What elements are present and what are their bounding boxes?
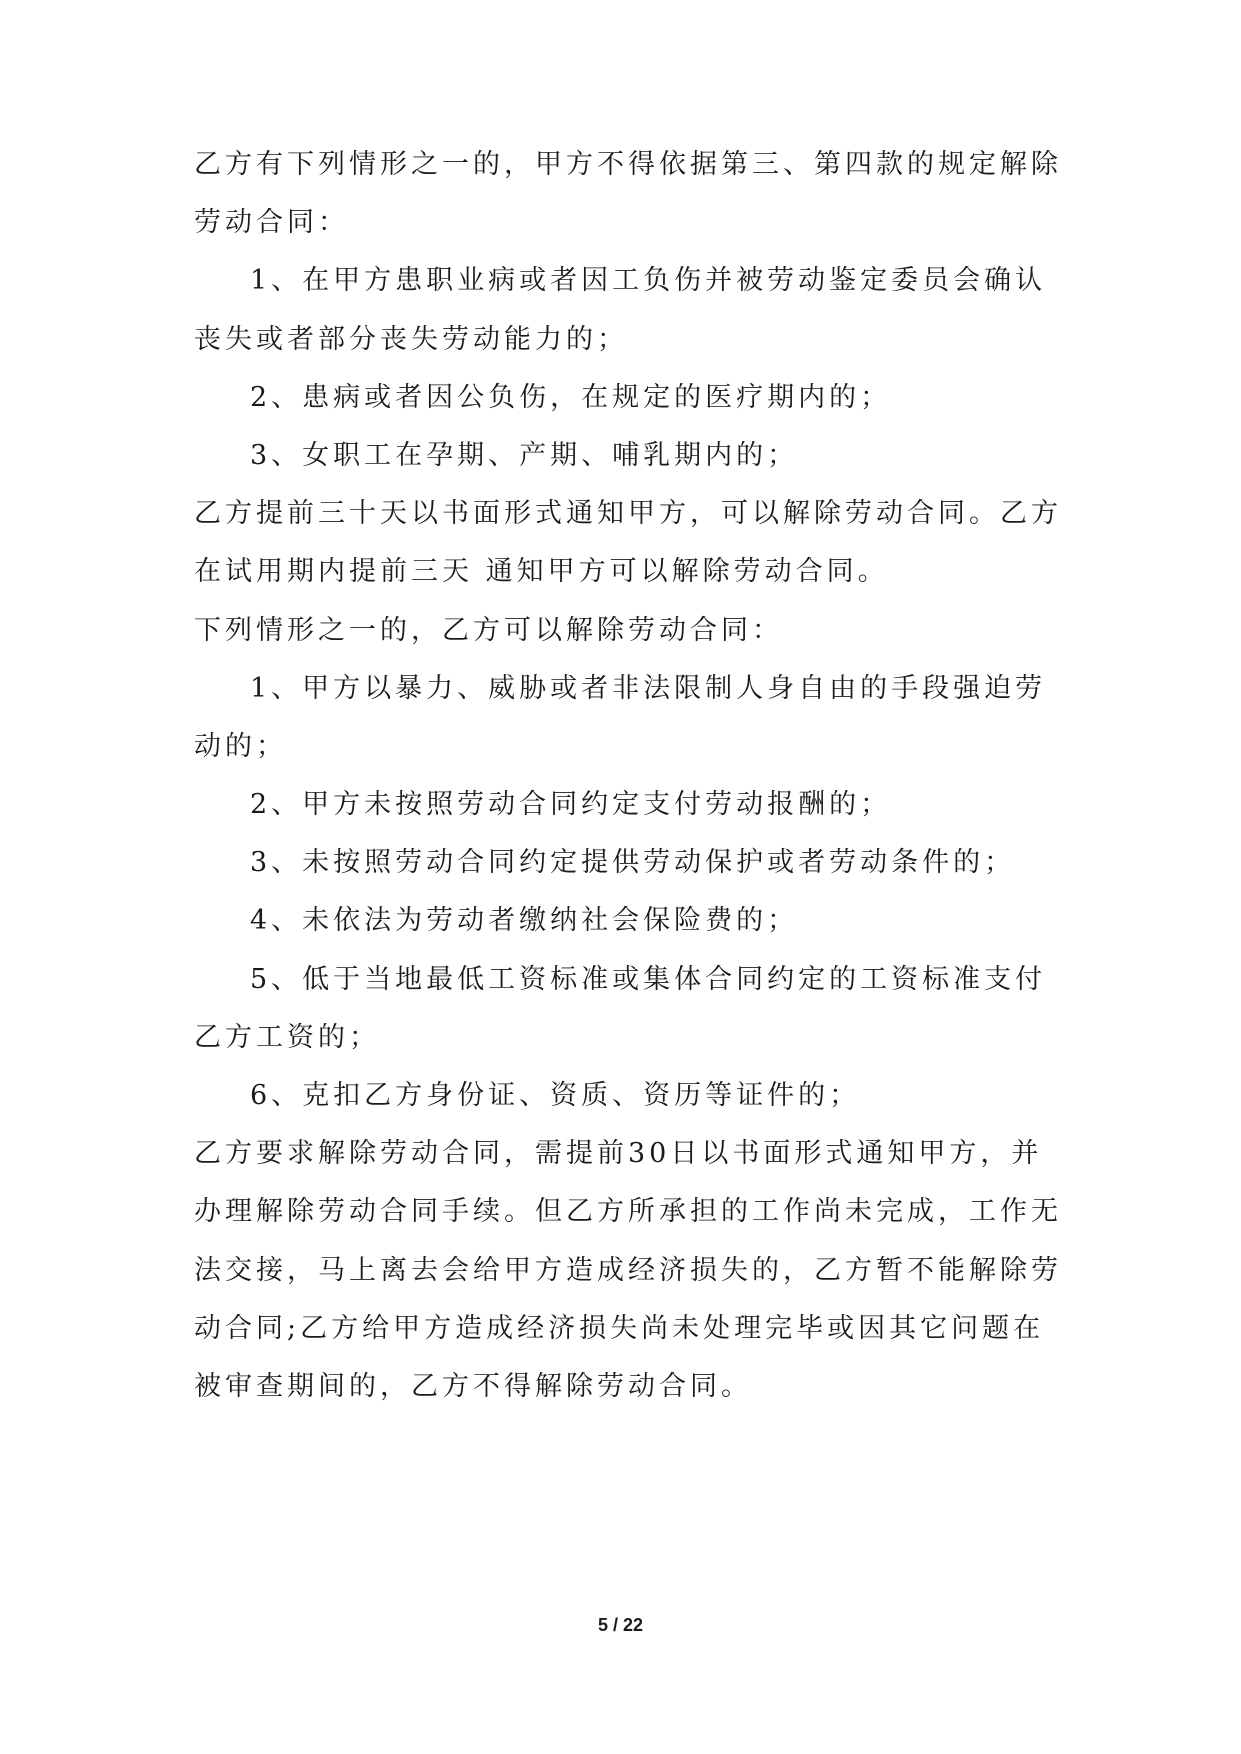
text-line: 办理解除劳动合同手续。但乙方所承担的工作尚未完成，工作无 [194,1196,1062,1227]
text-line: 4、未依法为劳动者缴纳社会保险费的； [250,905,799,936]
text-line: 2、甲方未按照劳动合同约定支付劳动报酬的； [250,789,892,820]
text-line: 法交接，马上离去会给甲方造成经济损失的，乙方暂不能解除劳 [194,1255,1062,1286]
text-line: 2、患病或者因公负伤，在规定的医疗期内的； [250,382,892,413]
text-line: 被审查期间的，乙方不得解除劳动合同。 [194,1371,752,1402]
text-line: 1、在甲方患职业病或者因工负伤并被劳动鉴定委员会确认 [250,265,1047,296]
text-line: 5、低于当地最低工资标准或集体合同约定的工资标准支付 [250,964,1047,995]
text-line: 动的； [194,731,287,762]
text-line: 乙方提前三十天以书面形式通知甲方，可以解除劳动合同。乙方 [194,498,1062,529]
text-line: 1、甲方以暴力、威胁或者非法限制人身自由的手段强迫劳 [250,673,1047,704]
text-line: 6、克扣乙方身份证、资质、资历等证件的； [250,1080,861,1111]
text-line: 乙方有下列情形之一的，甲方不得依据第三、第四款的规定解除 [194,149,1062,180]
text-line: 在试用期内提前三天 通知甲方可以解除劳动合同。 [194,556,889,587]
text-line: 劳动合同： [194,207,349,238]
text-line: 3、女职工在孕期、产期、哺乳期内的； [250,440,799,471]
text-line: 丧失或者部分丧失劳动能力的； [194,324,628,355]
page-number: 5 / 22 [597,1615,644,1635]
text-line: 动合同;乙方给甲方造成经济损失尚未处理完毕或因其它问题在 [194,1313,1045,1344]
text-line: 3、未按照劳动合同约定提供劳动保护或者劳动条件的； [250,847,1016,878]
text-line: 乙方要求解除劳动合同，需提前30日以书面形式通知甲方，并 [194,1138,1043,1169]
text-line: 下列情形之一的，乙方可以解除劳动合同： [194,615,783,646]
text-line: 乙方工资的； [194,1022,380,1053]
